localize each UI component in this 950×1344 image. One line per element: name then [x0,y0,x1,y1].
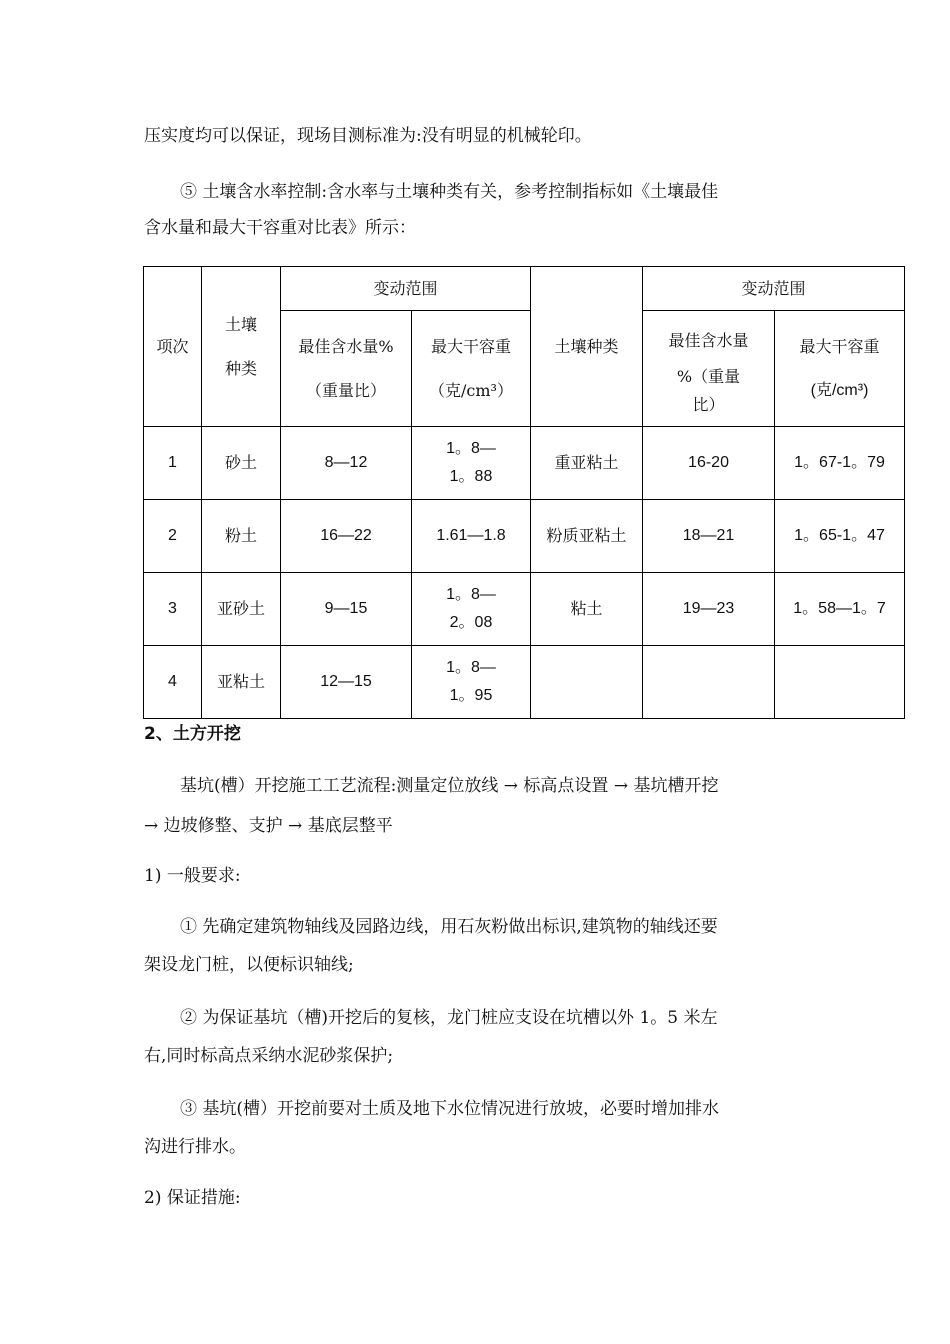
cell-optimal-water-right: 16-20 [643,427,775,500]
header-optimal-water-left-line2: （重量比） [305,380,386,400]
header-max-dry-density-right [775,311,905,427]
header-range-left: 变动范围 [281,267,531,311]
list-heading-general-requirements: 1) 一般要求: [144,866,241,886]
cell-max-dry-density [412,427,531,500]
cell-max-dry-density-right: 1。65-1。47 [775,500,905,573]
header-max-dry-density-right-line2: (克/cm³) [810,381,869,399]
cell-soil-right: 重亚粘土 [531,427,643,500]
paragraph-req3-line1: ③ 基坑(槽）开挖前要对土质及地下水位情况进行放坡，必要时增加排水 [180,1099,720,1119]
paragraph-process-line1: 基坑(槽）开挖施工工艺流程:测量定位放线 → 标高点设置 → 基坑槽开挖 [180,776,719,796]
cell-max-dry-density-line1: 1。8— [446,659,496,676]
cell-max-dry-density-right [775,646,905,719]
cell-max-dry-density-line1: 1。8— [446,440,496,457]
header-optimal-water-right [643,311,775,427]
header-soil-type-right: 土壤种类 [531,267,643,427]
table-row [144,573,905,646]
header-max-dry-density-left [412,311,531,427]
cell-max-dry-density-line2: 2。08 [449,614,493,631]
header-optimal-water-left [281,311,412,427]
cell-optimal-water-right: 19—23 [643,573,775,646]
paragraph-process-line2: → 边坡修整、支护 → 基底层整平 [144,816,393,836]
cell-index: 4 [144,646,202,719]
header-range-right: 变动范围 [643,267,905,311]
cell-max-dry-density-line1: 1。8— [446,586,496,603]
cell-soil-right: 粉质亚粘土 [531,500,643,573]
cell-optimal-water: 8—12 [281,427,412,500]
table-row [144,500,905,573]
paragraph-moisture-control-line2: 含水量和最大干容重对比表》所示： [144,218,416,238]
paragraph-req1-line2: 架设龙门桩，以便标识轴线; [144,955,354,975]
soil-comparison-table [143,266,905,719]
cell-soil: 粉土 [202,500,281,573]
cell-max-dry-density: 1.61—1.8 [412,500,531,573]
cell-optimal-water: 16—22 [281,500,412,573]
cell-soil: 砂土 [202,427,281,500]
paragraph-req2-line2: 右,同时标高点采纳水泥砂浆保护; [144,1046,394,1066]
header-index: 项次 [144,267,202,427]
header-soil-type-left-line1: 土壤 [224,314,257,334]
table-row [144,427,905,500]
header-soil-type-left [202,267,281,427]
cell-index: 2 [144,500,202,573]
paragraph-moisture-control-line1: ⑤ 土壤含水率控制:含水率与土壤种类有关，参考控制指标如《土壤最佳 [180,182,719,202]
header-optimal-water-left-line1: 最佳含水量% [298,336,394,356]
cell-index: 1 [144,427,202,500]
cell-optimal-water: 12—15 [281,646,412,719]
cell-optimal-water-right [643,646,775,719]
header-optimal-water-right-line2: %（重量 [676,366,741,386]
list-heading-guarantee-measures: 2) 保证措施: [144,1188,241,1208]
header-max-dry-density-left-line2: （克/cm³） [429,380,513,400]
header-max-dry-density-right-line1: 最大干容重 [799,336,880,356]
cell-max-dry-density-line2: 1。95 [449,687,493,704]
cell-optimal-water-right: 18—21 [643,500,775,573]
cell-index: 3 [144,573,202,646]
cell-optimal-water: 9—15 [281,573,412,646]
cell-soil-right [531,646,643,719]
section-heading-earthwork: 2、土方开挖 [144,724,241,744]
cell-soil: 亚粘土 [202,646,281,719]
cell-max-dry-density [412,646,531,719]
cell-max-dry-density [412,573,531,646]
table-row [144,646,905,719]
header-max-dry-density-left-line1: 最大干容重 [431,336,512,356]
header-optimal-water-right-line3: 比） [692,394,725,414]
cell-max-dry-density-line2: 1。88 [449,468,493,485]
header-optimal-water-right-line1: 最佳含水量 [668,330,749,350]
cell-max-dry-density-right: 1。58—1。7 [775,573,905,646]
header-soil-type-left-line2: 种类 [224,358,257,378]
cell-soil: 亚砂土 [202,573,281,646]
paragraph-compaction: 压实度均可以保证，现场目测标准为:没有明显的机械轮印。 [144,126,592,146]
cell-max-dry-density-right: 1。67-1。79 [775,427,905,500]
paragraph-req1-line1: ① 先确定建筑物轴线及园路边线，用石灰粉做出标识,建筑物的轴线还要 [180,917,718,937]
paragraph-req2-line1: ② 为保证基坑（槽)开挖后的复核，龙门桩应支设在坑槽以外 1。5 米左 [180,1008,718,1028]
cell-soil-right: 粘土 [531,573,643,646]
paragraph-req3-line2: 沟进行排水。 [144,1137,246,1157]
